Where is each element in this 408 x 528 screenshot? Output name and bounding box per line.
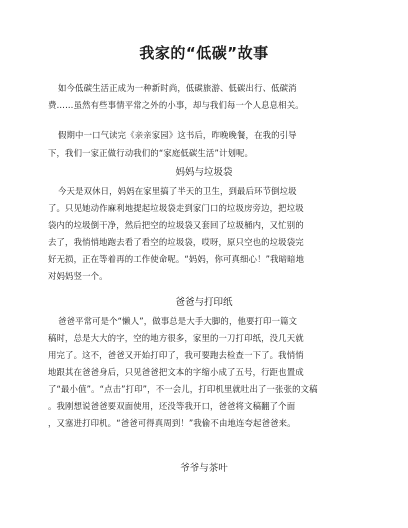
section-1-line-1: 今天是双休日，妈妈在家里搞了半天的卫生，到最后环节倒垃圾 <box>58 186 297 196</box>
section-heading-grandpa: 爷爷与茶叶 <box>180 463 228 474</box>
intro-line-4: 下，我们一家正做行动我们的“家庭低碳生活”计划呢。 <box>48 148 254 158</box>
section-2-line-6: 。我刚想说爸爸要双面使用，还没等我开口，爸爸将文稿翻了个面 <box>48 401 296 411</box>
section-1-line-3: 袋内的垃圾倒干净，然后把空的垃圾袋又套回了垃圾桶内，又忙别的 <box>48 220 304 230</box>
intro-line-2: 费……虽然有些事情平常之外的小事，却与我们每一个人息息相关。 <box>48 100 304 110</box>
section-2-line-3: 用完了。这不，爸爸又开始打印了，我可要跑去检查一下了。我悄悄 <box>48 350 304 360</box>
section-2-line-2: 稿时，总是大大的字，空的地方很多，家里的一刀打印纸，没几天就 <box>48 333 304 343</box>
document-title: 我家的“低碳”故事 <box>139 44 269 62</box>
section-heading-dad: 爸爸与打印纸 <box>175 297 233 308</box>
section-2-line-4: 地跟其在爸爸身后，只见爸爸把文本的字缩小成了五号，行距也置成 <box>48 367 304 377</box>
section-2-line-5: 了“最小值”。“点击”打印”，不一会儿，打印机里就吐出了一张张的文稿 <box>48 384 318 394</box>
intro-line-1: 如今低碳生活正成为一种新时尚，低碳旅游、低碳出行、低碳消 <box>58 83 297 93</box>
intro-line-3: 假期中一口气读完《亲亲家园》这书后，昨晚晚餐，在我的引导 <box>58 130 297 140</box>
section-1-line-2: 了。只见她动作麻利地提起垃圾袋走到家门口的垃圾房旁边，把垃圾 <box>48 203 304 213</box>
section-1-line-6: 对妈妈竖一个。 <box>48 271 108 281</box>
section-2-line-7: ，又塞进打印机。“爸爸可得真周到！”我偷不由地连夸起爸爸来。 <box>48 418 296 428</box>
section-heading-mom: 妈妈与垃圾袋 <box>175 167 233 178</box>
section-1-line-4: 去了，我悄悄地跑去看了看空的垃圾袋，哎呀，原只空也的垃圾袋完 <box>48 237 304 247</box>
section-1-line-5: 好无损，正在等着再的工作使命呢。“妈妈，你可真细心！”我暗暗地 <box>48 254 305 264</box>
section-2-line-1: 爸爸平常可是个“懒人”，做事总是大手大脚的，他要打印一篇文 <box>58 316 298 326</box>
